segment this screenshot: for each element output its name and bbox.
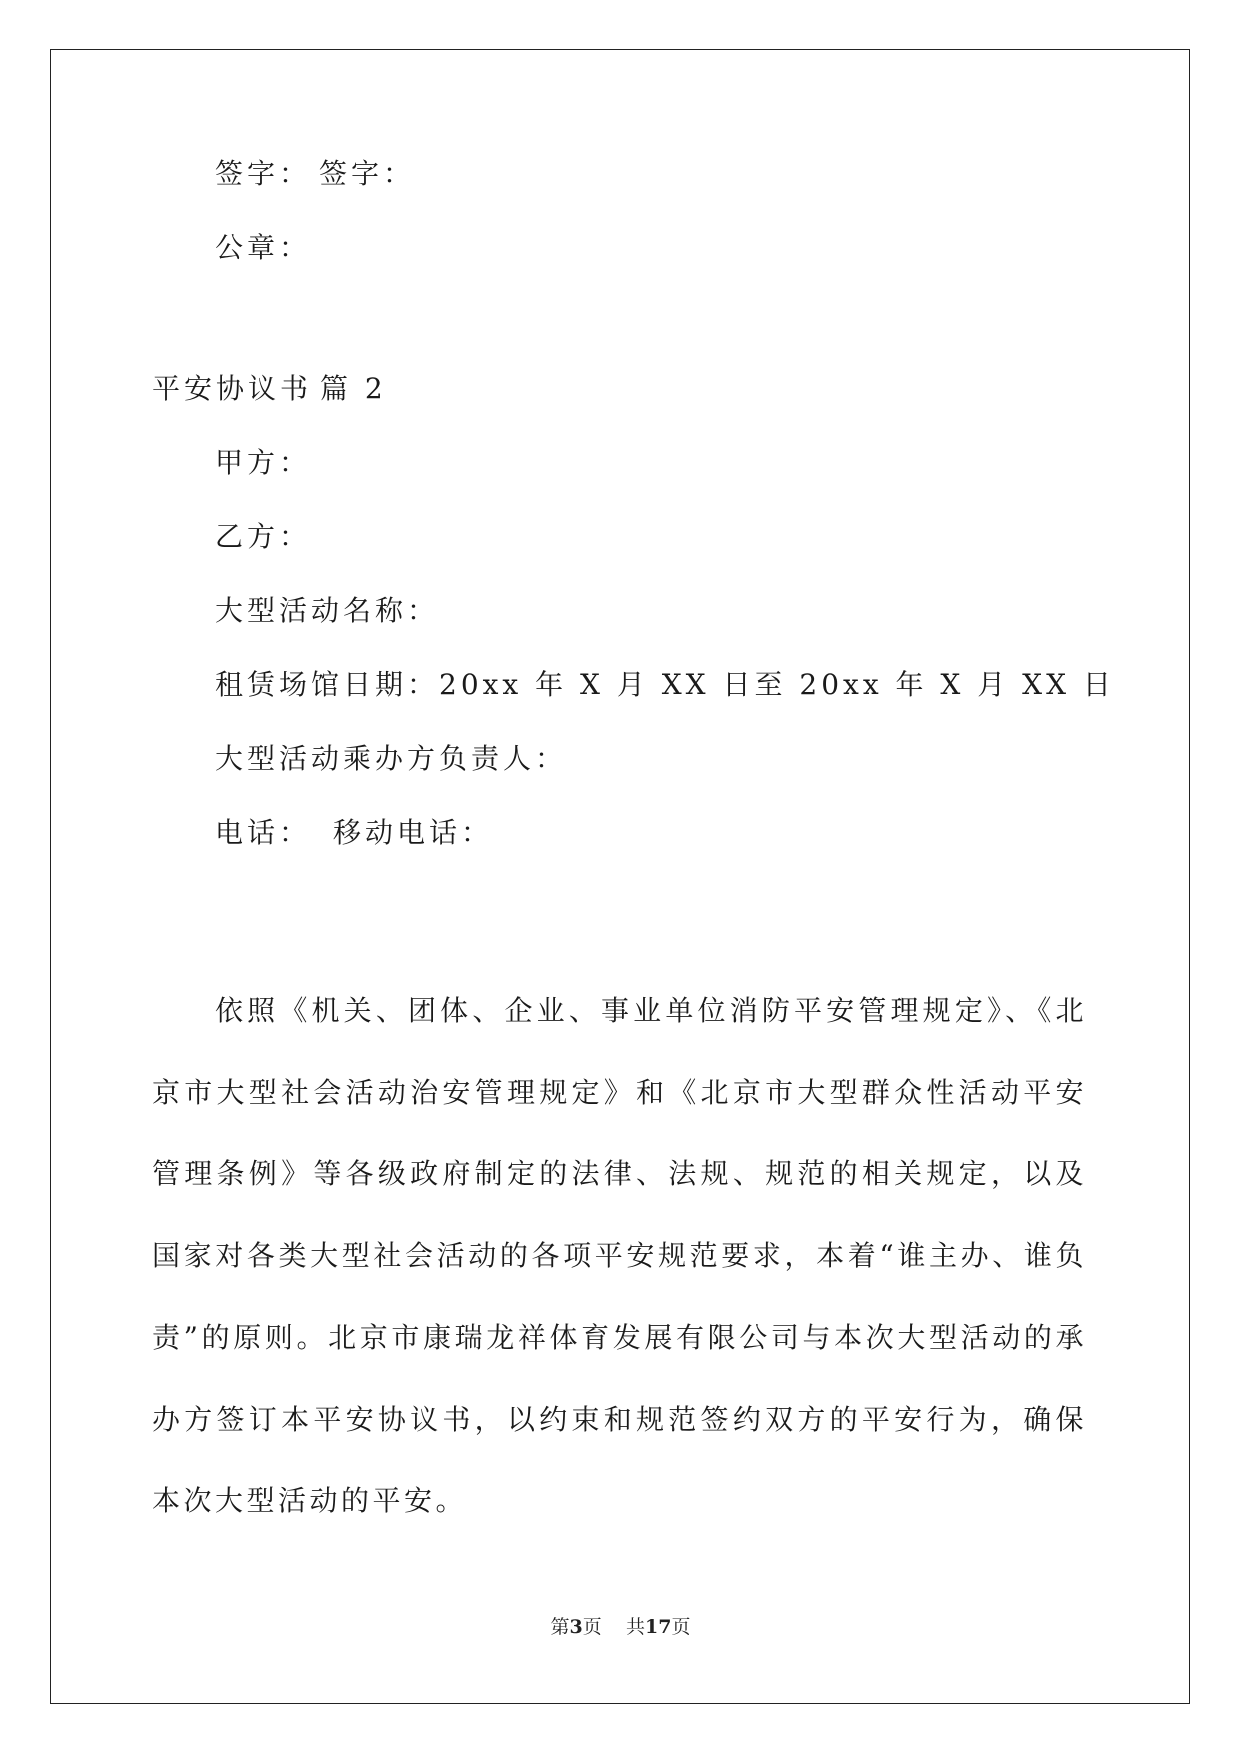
total-suffix: 页	[671, 1616, 691, 1638]
section-part: 篇 2	[320, 372, 387, 405]
signature-row	[215, 154, 415, 194]
page-suffix: 页	[582, 1616, 602, 1638]
signature-label-2: 签字：	[319, 157, 416, 190]
organizer-head-field: 大型活动乘办方负责人：	[215, 742, 568, 775]
party-b-field: 乙方：	[215, 520, 312, 553]
seal-label: 公章：	[215, 231, 312, 264]
phone-label: 电话：	[215, 816, 312, 849]
page-total: 17	[644, 1616, 672, 1638]
page-current: 3	[569, 1616, 583, 1638]
page-footer	[0, 1615, 1241, 1639]
page-prefix: 第	[550, 1616, 570, 1638]
section-heading	[152, 369, 387, 409]
party-a-field: 甲方：	[215, 446, 312, 479]
event-name-field: 大型活动名称：	[215, 594, 440, 627]
phone-row	[215, 813, 493, 853]
signature-label-1: 签字：	[215, 157, 312, 190]
total-prefix: 共	[625, 1616, 645, 1638]
agreement-paragraph: 依照《机关、团体、企业、事业单位消防平安管理规定》、《北京市大型社会活动治安管理规定》和《北京市大型群众性活动平安管理条例》等各级政府制定的法律、法规、规范的相关规定，以及国家对各类大型社会活动的各项平安规范要求，本着“谁主办、谁负责”的原则。北京市康瑞龙祥体育发展有限公司与本次大型活动的承办方签订本平安协议书，以约束和规范签约双方的平安行为，确保本次大型活动的平安。	[152, 994, 1087, 1518]
mobile-label: 移动电话：	[333, 816, 494, 849]
rental-date-field: 租赁场馆日期：20xx 年 X 月 XX 日至 20xx 年 X 月 XX 日	[215, 668, 1115, 701]
section-title: 平安协议书	[152, 372, 313, 405]
